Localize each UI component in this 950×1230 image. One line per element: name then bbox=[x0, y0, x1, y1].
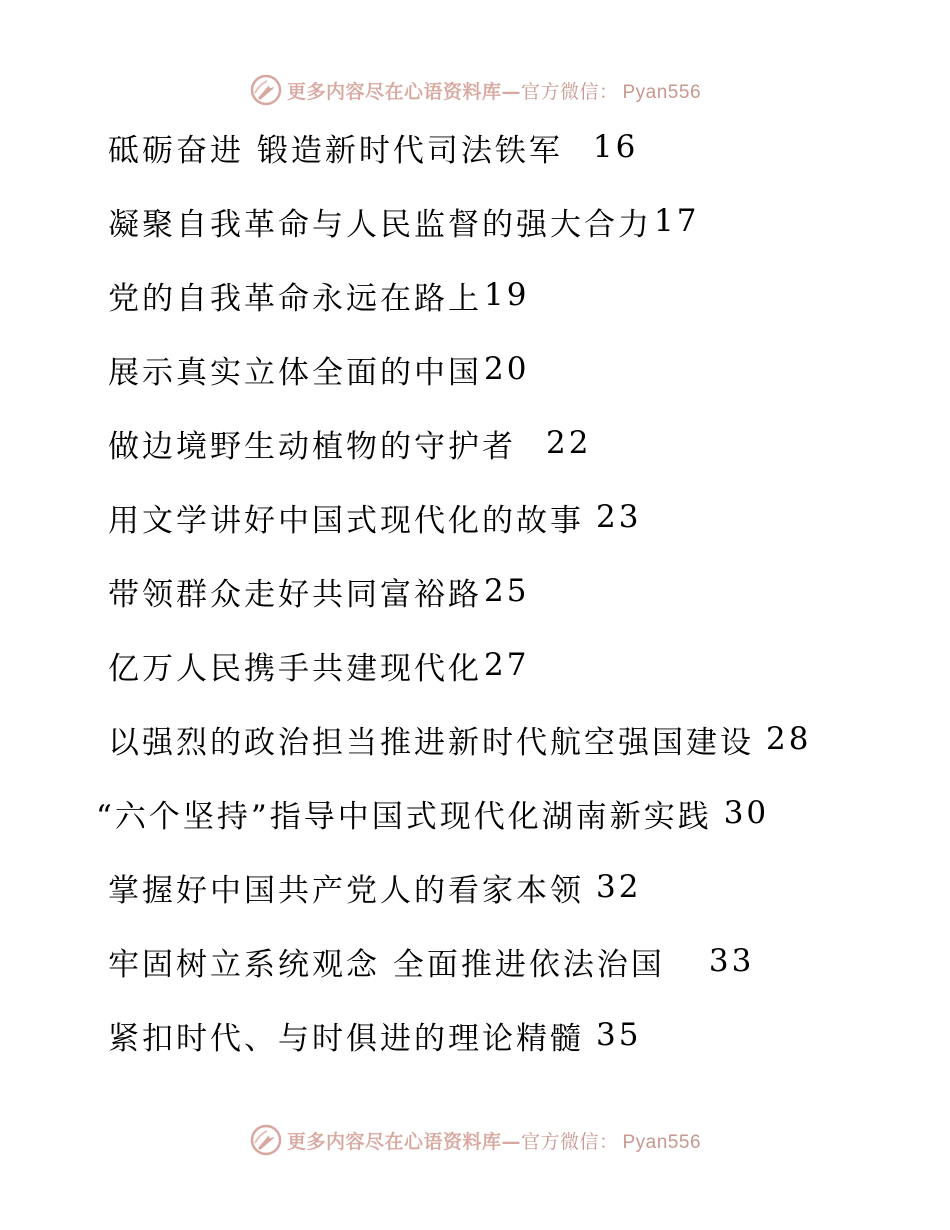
toc-entry[interactable]: 做边境野生动植物的守护者 22 bbox=[108, 425, 592, 465]
toc-entry[interactable]: 掌握好中国共产党人的看家本领 32 bbox=[108, 869, 642, 909]
footer-watermark bbox=[0, 1120, 950, 1160]
toc-entry[interactable]: 带领群众走好共同富裕路 25 bbox=[108, 573, 530, 613]
toc-entry[interactable]: 展示真实立体全面的中国 20 bbox=[108, 351, 530, 391]
watermark-text: 更多内容尽在心语资料库—官方微信： Pyan556 bbox=[286, 80, 702, 103]
toc-entry[interactable]: 砥砺奋进 锻造新时代司法铁军 16 bbox=[108, 129, 639, 169]
table-of-contents bbox=[96, 110, 928, 1072]
header-watermark bbox=[0, 70, 950, 110]
toc-entry[interactable]: 凝聚自我革命与人民监督的强大合力 17 bbox=[108, 203, 700, 243]
toc-entry[interactable]: 党的自我革命永远在路上 19 bbox=[108, 277, 530, 317]
pen-nib-logo-icon bbox=[249, 73, 283, 107]
toc-entry[interactable]: 亿万人民携手共建现代化 27 bbox=[108, 647, 530, 687]
toc-entry[interactable]: 紧扣时代、与时俱进的理论精髓 35 bbox=[108, 1017, 642, 1057]
watermark-text: 更多内容尽在心语资料库—官方微信： Pyan556 bbox=[286, 1130, 702, 1153]
toc-entry[interactable]: “六个坚持”指导中国式现代化湖南新实践 30 bbox=[96, 795, 770, 835]
toc-entry[interactable]: 牢固树立系统观念 全面推进依法治国 33 bbox=[108, 943, 755, 983]
pen-nib-logo-icon bbox=[249, 1123, 283, 1157]
toc-entry[interactable]: 用文学讲好中国式现代化的故事 23 bbox=[108, 499, 642, 539]
toc-entry[interactable]: 以强烈的政治担当推进新时代航空强国建设 28 bbox=[108, 721, 812, 761]
